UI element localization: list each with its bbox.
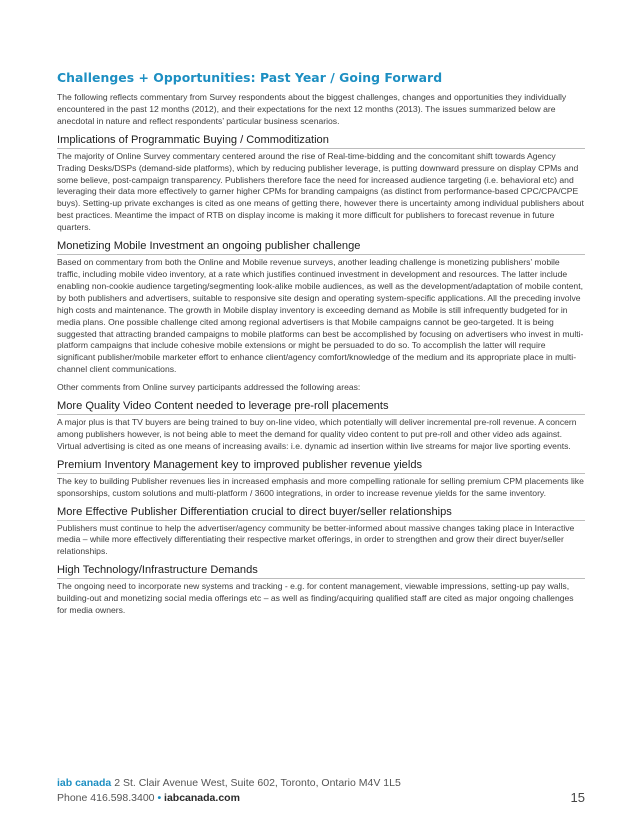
section-heading-premium-inventory: Premium Inventory Management key to improved publisher revenue yields [57,458,585,474]
footer-phone: Phone 416.598.3400 [57,792,158,804]
intro-paragraph: The following reflects commentary from Survey respondents about the biggest challenges, changes and opportunities they individually encountered in the past 12 months (2012), and their expectations for the next 12 months (2013). The issues summarized below are anecdotal in nature and reflect respondents’ particular business scenarios. [57,92,567,126]
page-number: 15 [570,790,585,805]
page-content [57,70,585,617]
brand-logo-text: iab canada [57,777,112,789]
footer-bullet: • [157,792,162,804]
section-heading-programmatic: Implications of Programmatic Buying / Commoditization [57,133,585,149]
footer-contact-line [57,791,585,806]
other-comments-text: Other comments from Online survey participants addressed the following areas: [57,382,361,393]
section-heading-video: More Quality Video Content needed to leverage pre-roll placements [57,399,585,415]
page-title: Challenges + Opportunities: Past Year / Going Forward [57,70,443,85]
section-heading-differentiation: More Effective Publisher Differentiation crucial to direct buyer/seller relationships [57,505,585,521]
section-body-programmatic: The majority of Online Survey commentary centered around the rise of Real-time-bidding and the concomitant shift towards Agency Trading Desks/DSPs (demand-side platforms), which by reducing publisher leverage, is putting downward pressure on display CPMs and some believe, post-campaign transparency. Publishers therefore face the need for increased audience targeting (i.e. behavioral etc) and leveraging their data more effectively to garner higher CPMs for branding campaigns (as distinct from performance-based CPC/CPA/CPE buys). Setting-up private exchanges is cited as one means of getting there, however there is uncertainty among individual publishers about best practices. Meantime the impact of RTB on display income is making it more difficult for publishers to forecast revenue in future quarters. [57,150,584,233]
section-body-mobile: Based on commentary from both the Online and Mobile revenue surveys, another leading challenge is monetizing publishers’ mobile traffic, including mobile video inventory, at a rate which justifies continued investment in development and resources. The latter include enabling non-cookie audience targeting/segmenting look-alike mobile audiences, as well as the development/adaptation of mobile content, by both publishers and advertisers, suitable to responsive site design and operating system-specific applications. All the preceding involve high costs and maintenance. The growth in Mobile display inventory is exceeding demand as Mobile is still infrequently budgeted for in media plans. One possible challenge cited among regional advertisers is that Mobile campaigns cannot be geo-targeted. It is being suggested that attracting branded campaigns to mobile platforms can best be accomplished by focusing on advertisers who invest in multi-platform campaigns that include cohesive mobile extensions or might be persuaded to do so. To accomplish the latter will require significant publisher/mobile marketer effort to enhance client/agency comfort/knowledge of the medium and its appropriate place in multi-channel client communications. [57,257,584,375]
section-body-differentiation: Publishers must continue to help the advertiser/agency community be better-informed about massive changes taking place in Interactive media – while more effectively differentiating their respective market offerings, in order to strengthen and grow their direct buyer/seller relationships. [57,522,575,557]
page-footer [57,776,585,806]
footer-address: 2 St. Clair Avenue West, Suite 602, Toronto, Ontario M4V 1L5 [111,777,401,789]
section-body-video: A major plus is that TV buyers are being trained to buy on-line video, which potentially will deliver incremental pre-roll revenue. A concern among publishers however, is not being able to meet the demand for quality video content to put pre-roll and other video ads against. Virtual advertising is cited as one means of increasing avails: i.e. dynamic ad insertion within live streams for major live sporting events. [57,417,577,451]
section-heading-technology: High Technology/Infrastructure Demands [57,563,585,579]
footer-address-line [57,776,585,791]
section-heading-mobile: Monetizing Mobile Investment an ongoing publisher challenge [57,239,585,255]
footer-website-link[interactable]: iabcanada.com [161,792,240,804]
section-body-technology: The ongoing need to incorporate new systems and tracking - e.g. for content management, viewable impressions, setting-up pay walls, building-out and monetizing social media offerings etc – as well as finding/acquiring qualified staff are cited as major ongoing challenges for media owners. [57,581,574,616]
section-body-premium-inventory: The key to building Publisher revenues lies in increased emphasis and more compelling rationale for selling premium CPM placements like sponsorships, custom solutions and multi-platform / 3600 integrations, in order to increase revenue yields for the same inventory. [57,475,584,498]
